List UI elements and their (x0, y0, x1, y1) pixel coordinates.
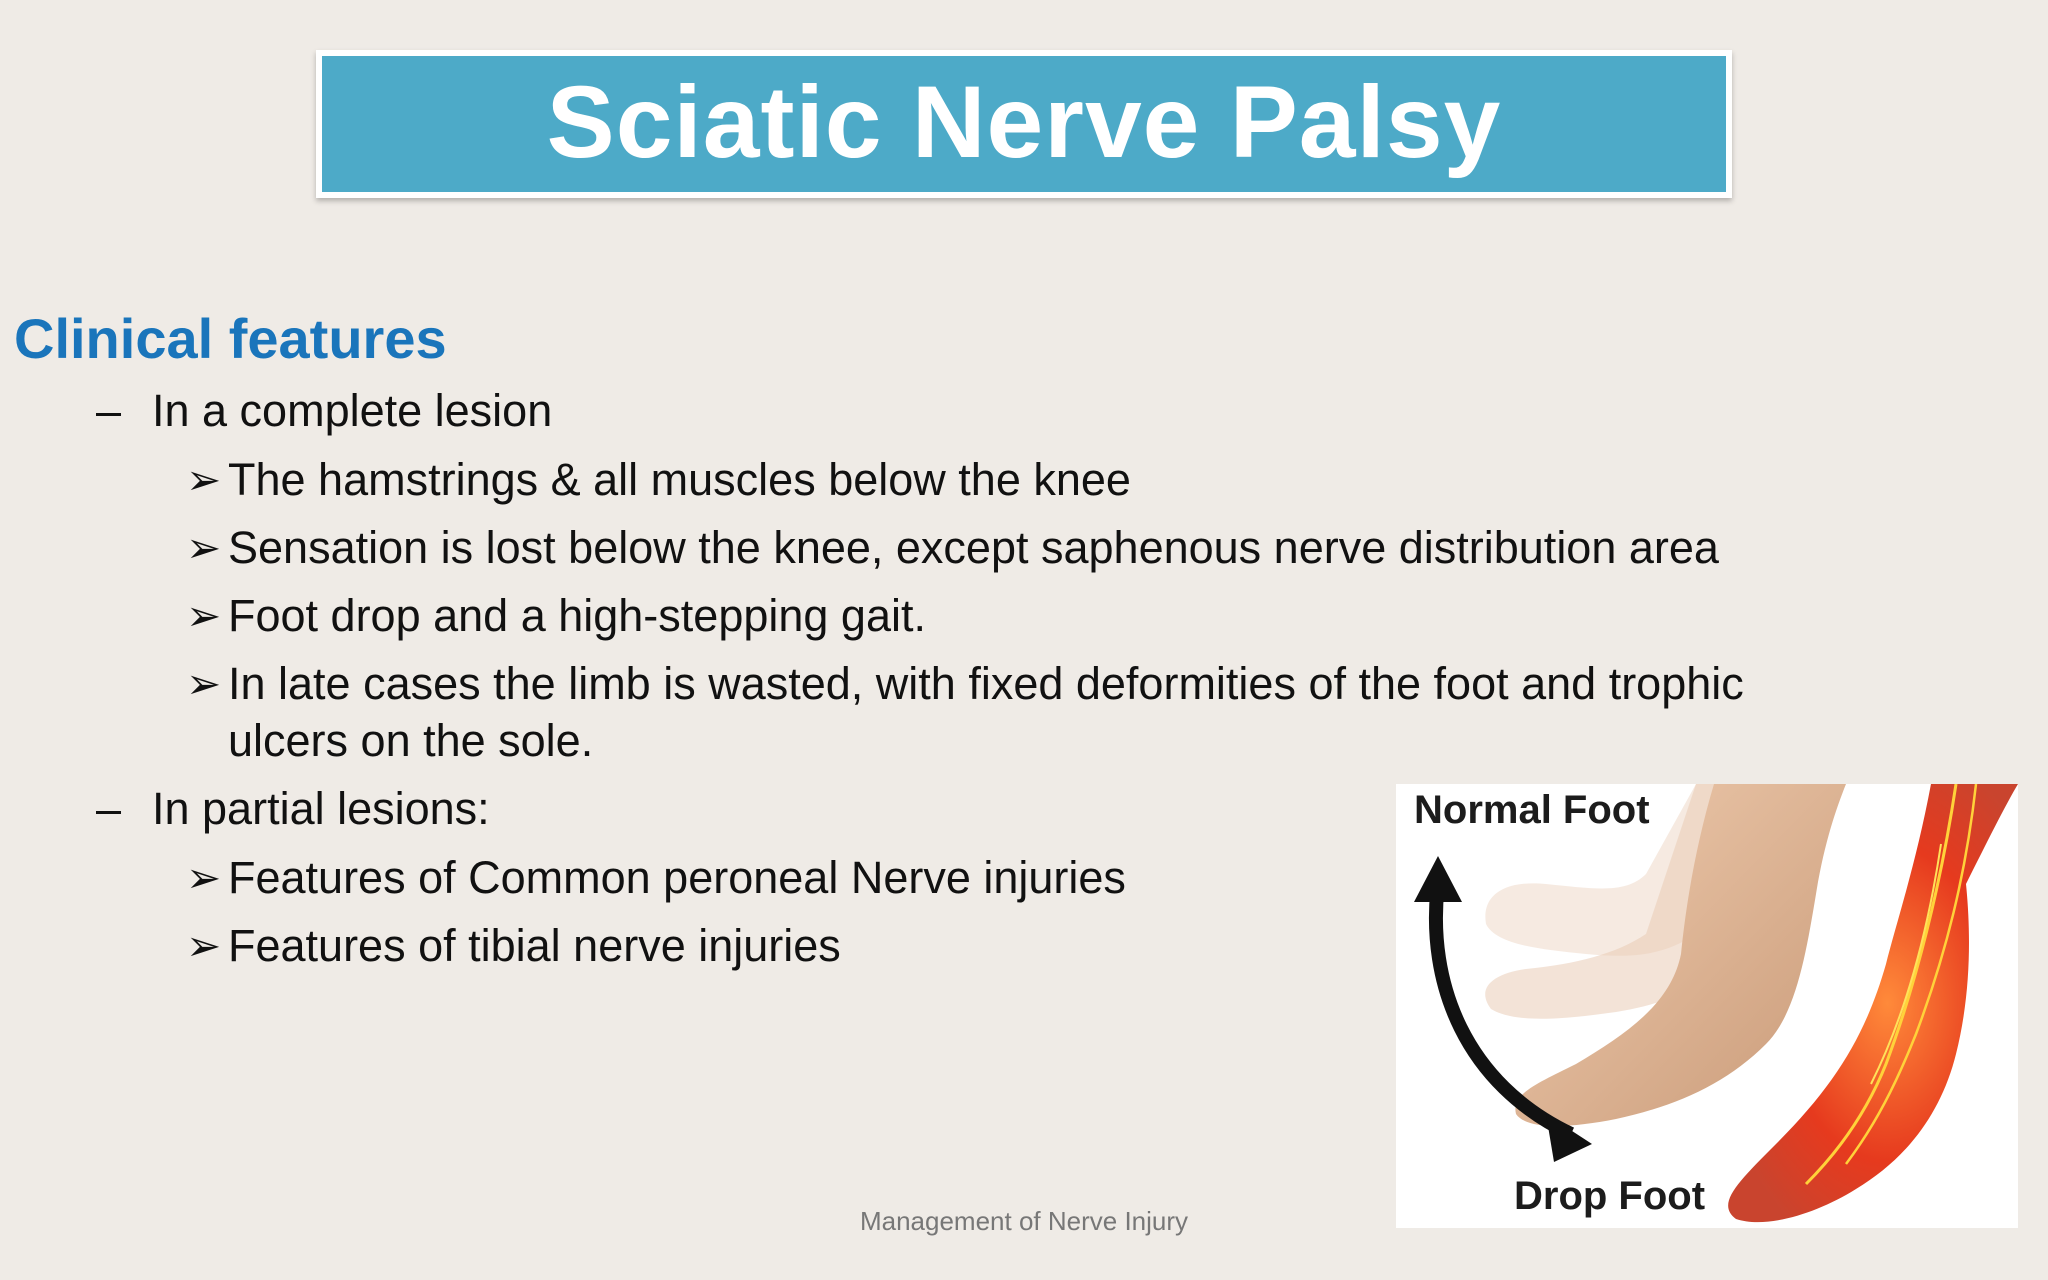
bullet-level2 (186, 452, 1846, 509)
bullet-text: In a complete lesion (152, 385, 553, 436)
bullet-text: Foot drop and a high-stepping gait. (228, 590, 926, 641)
dash-marker: – (96, 385, 122, 436)
section-heading: Clinical features (14, 307, 447, 370)
foot-drop-drawing (1396, 784, 2018, 1228)
bullet-level2 (186, 656, 1846, 769)
arrow-up-icon (1414, 856, 1462, 902)
arrow-bullet-icon: ➢ (186, 854, 222, 901)
dash-marker: – (96, 783, 122, 834)
bullet-level1-complete-lesion (96, 384, 552, 438)
bullet-text: Sensation is lost below the knee, except saphenous nerve distribution area (228, 522, 1719, 573)
bullet-text: Features of Common peroneal Nerve injuries (228, 852, 1126, 903)
title-banner (316, 50, 1732, 198)
bullet-text: In partial lesions: (152, 783, 490, 834)
arrow-bullet-icon: ➢ (186, 922, 222, 969)
bullet-level2 (186, 588, 1846, 645)
arrow-bullet-icon: ➢ (186, 524, 222, 571)
label-normal-foot: Normal Foot (1414, 788, 1650, 832)
bullet-level1-partial-lesions (96, 782, 490, 836)
arrow-bullet-icon: ➢ (186, 592, 222, 639)
footer-text: Management of Nerve Injury (859, 1206, 1189, 1236)
arrow-bullet-icon: ➢ (186, 456, 222, 503)
bullet-text: In late cases the limb is wasted, with fixed deformities of the foot and trophic ulcers on the sole. (228, 658, 1744, 766)
bullet-text: The hamstrings & all muscles below the knee (228, 454, 1131, 505)
label-drop-foot: Drop Foot (1514, 1174, 1706, 1218)
bullet-level2 (186, 520, 1846, 577)
arrow-bullet-icon: ➢ (186, 660, 222, 707)
foot-drop-illustration (1396, 784, 2018, 1228)
slide-title: Sciatic Nerve Palsy (546, 65, 1502, 179)
bullet-text: Features of tibial nerve injuries (228, 920, 841, 971)
